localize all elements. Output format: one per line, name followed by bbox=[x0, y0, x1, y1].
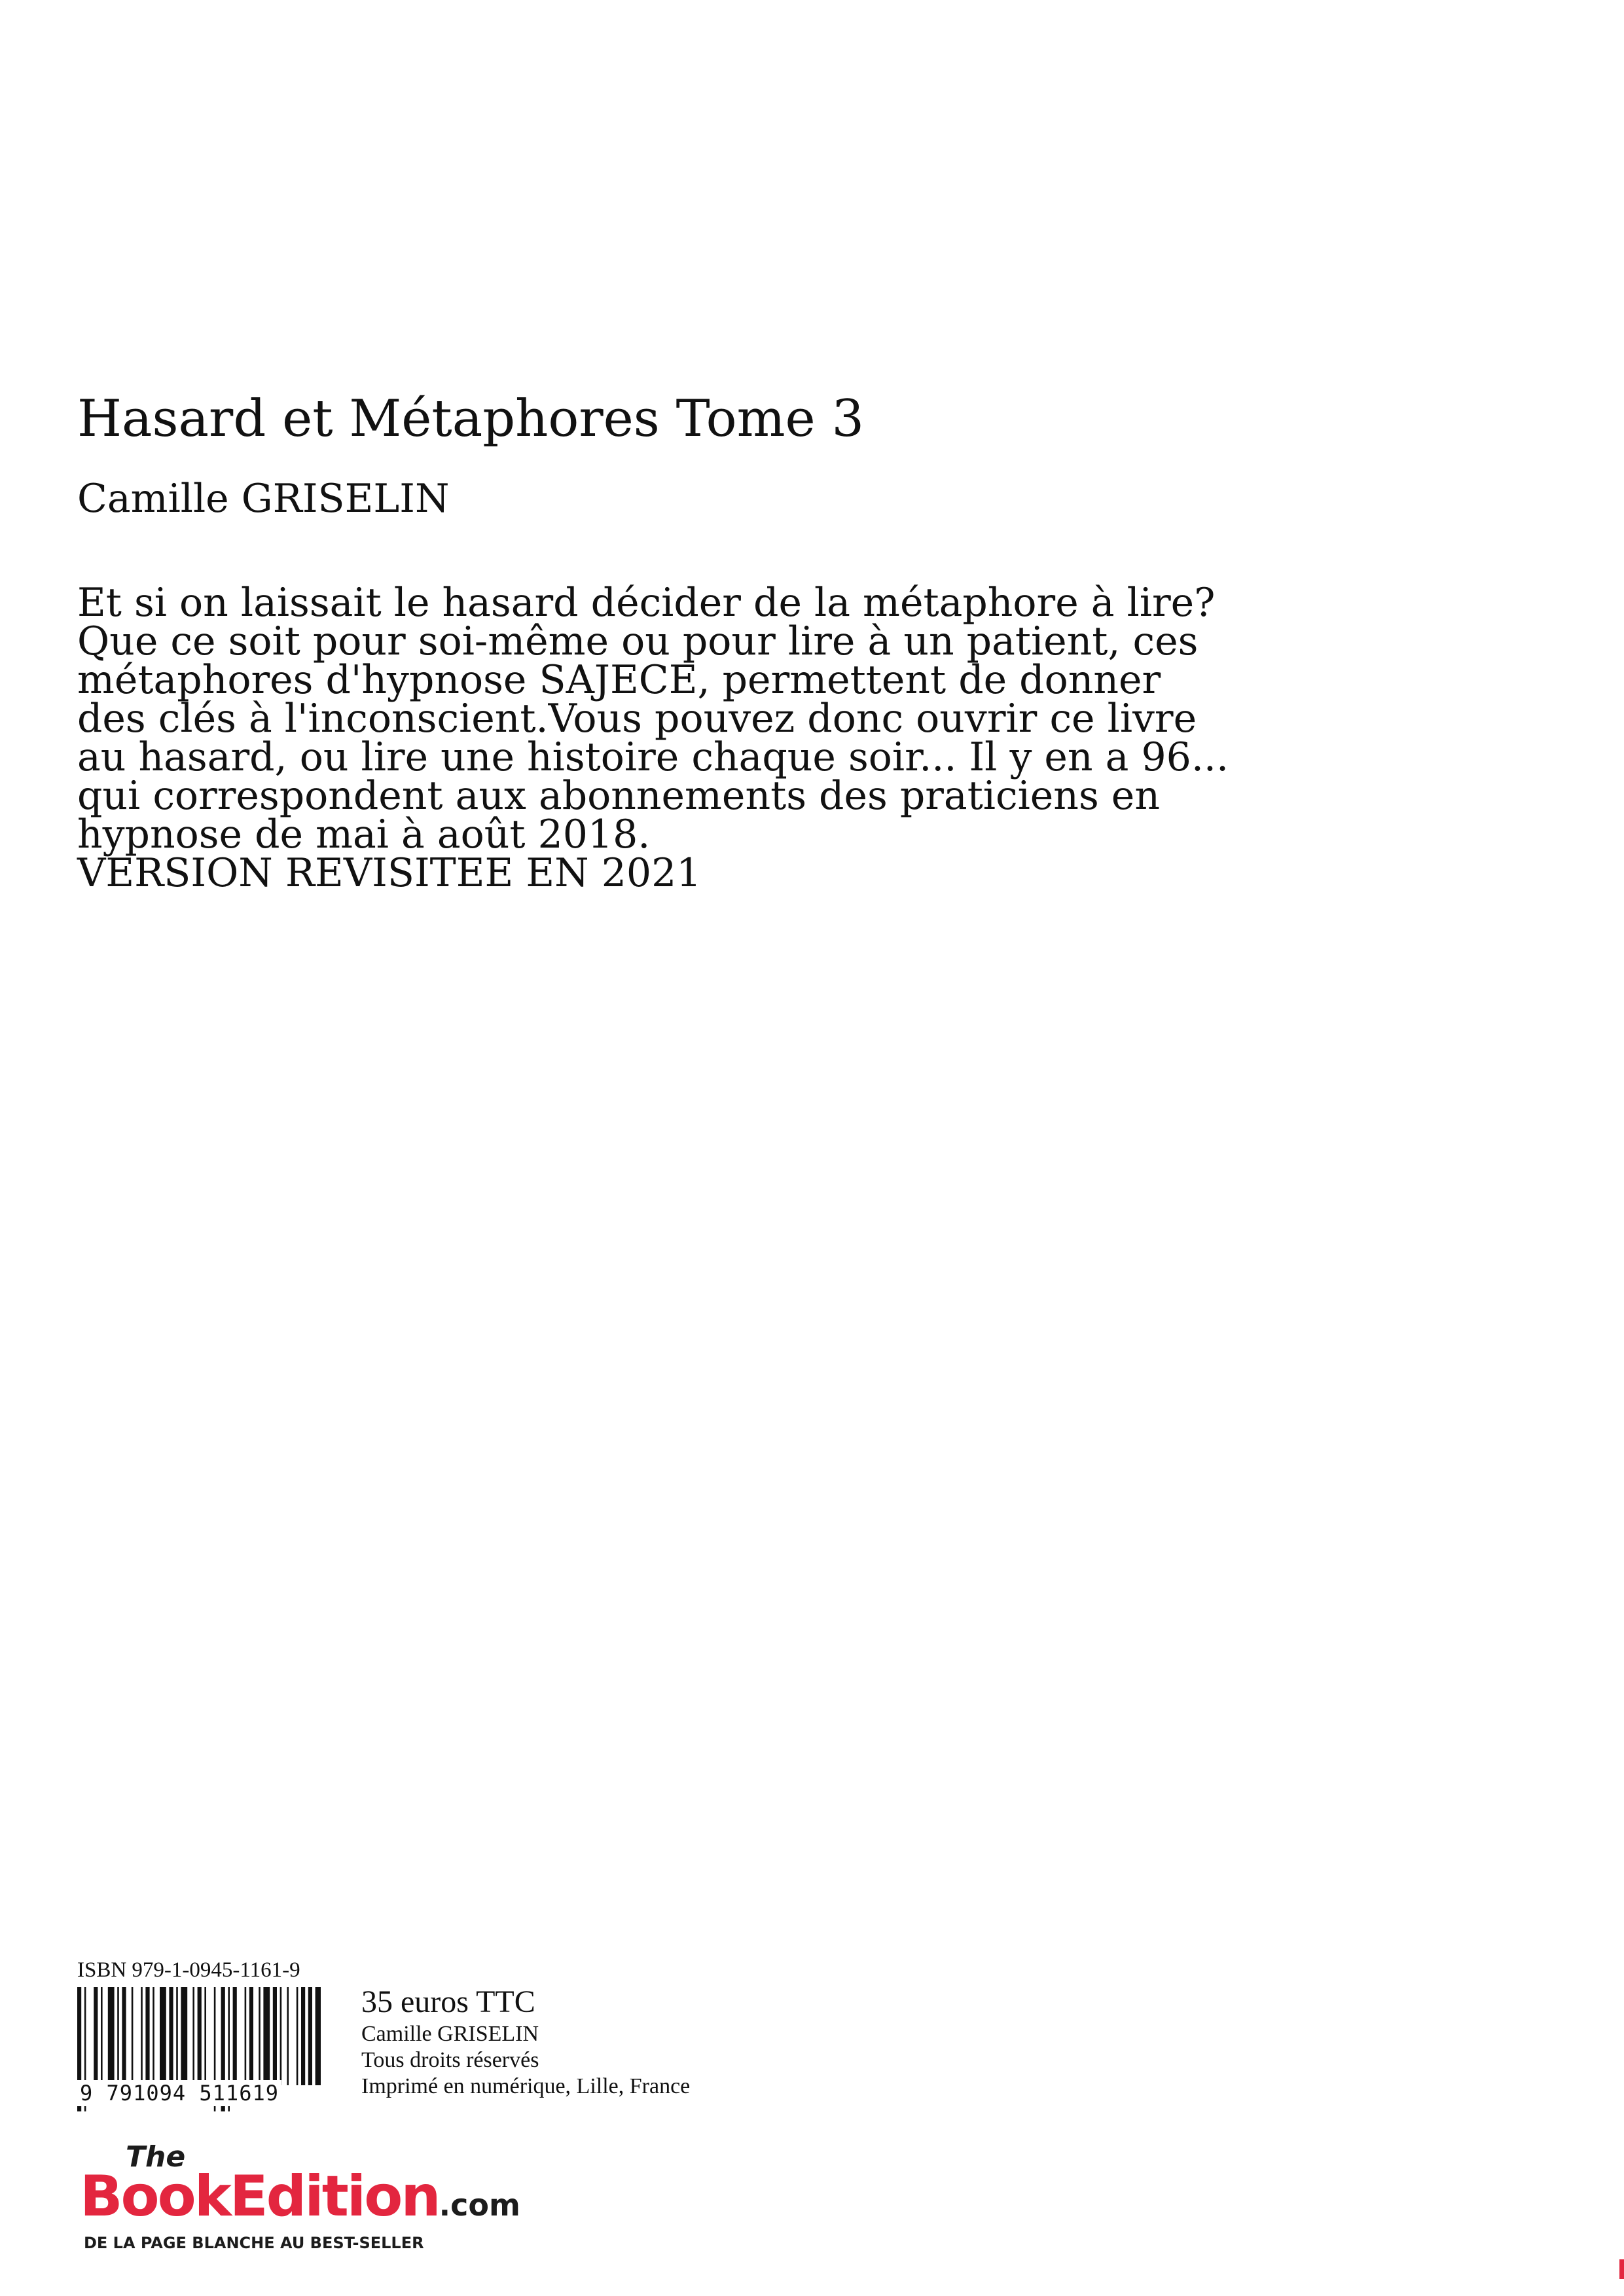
barcode-bar bbox=[204, 1987, 206, 2085]
blurb-line: métaphores d'hypnose SAJECE, permettent de donner bbox=[77, 657, 1161, 703]
barcode-bar bbox=[141, 1987, 143, 2085]
barcode-bar bbox=[263, 1987, 270, 2085]
barcode-bar bbox=[198, 1987, 202, 2085]
rights-notice: Tous droits réservés bbox=[361, 2048, 539, 2072]
barcode-bar bbox=[117, 1987, 119, 2085]
barcode-bar bbox=[280, 1987, 282, 2085]
publisher-author: Camille GRISELIN bbox=[361, 2022, 539, 2046]
barcode-bar bbox=[308, 1987, 312, 2085]
publication-info bbox=[361, 1983, 690, 2100]
book-author: Camille GRISELIN bbox=[77, 476, 450, 522]
blurb-line: Et si on laissait le hasard décider de la métaphore à lire? bbox=[77, 580, 1216, 626]
bookedition-logo bbox=[80, 2140, 520, 2272]
price: 35 euros TTC bbox=[361, 1984, 535, 2019]
logo-brand-name: BookEdition bbox=[80, 2164, 439, 2229]
barcode-bar bbox=[153, 1987, 154, 2085]
barcode-bar bbox=[287, 1987, 289, 2085]
logo-tagline: DE LA PAGE BLANCHE AU BEST-SELLER bbox=[84, 2234, 424, 2252]
blurb-line: hypnose de mai à août 2018. bbox=[77, 812, 651, 857]
barcode-bar bbox=[259, 1987, 261, 2085]
blurb bbox=[77, 580, 1321, 896]
edge-crop-mark bbox=[1619, 2259, 1624, 2279]
barcode-bar bbox=[297, 1987, 298, 2085]
barcode-bar bbox=[122, 1987, 126, 2085]
logo-the: The bbox=[126, 2140, 186, 2174]
blurb-line: au hasard, ou lire une histoire chaque soir... Il y en a 96... bbox=[77, 734, 1229, 780]
blurb-line: des clés à l'inconscient.Vous pouvez donc ouvrir ce livre bbox=[77, 696, 1197, 742]
barcode-bar bbox=[160, 1987, 166, 2085]
barcode-bar bbox=[249, 1987, 253, 2085]
barcode-bar bbox=[132, 1987, 134, 2085]
barcode-bar bbox=[233, 1987, 237, 2085]
blurb-line: qui correspondent aux abonnements des praticiens en bbox=[77, 773, 1160, 819]
logo-domain: .com bbox=[439, 2187, 520, 2223]
printing-notice: Imprimé en numérique, Lille, France bbox=[361, 2074, 691, 2098]
book-title: Hasard et Métaphores Tome 3 bbox=[77, 389, 865, 448]
barcode-bar bbox=[169, 1987, 173, 2085]
blurb-line: Que ce soit pour soi-même ou pour lire à un patient, ces bbox=[77, 619, 1199, 664]
barcode-bar bbox=[101, 1987, 103, 2085]
barcode-bar bbox=[145, 1987, 149, 2085]
barcode-bar bbox=[273, 1987, 277, 2085]
blurb-line: VERSION REVISITEE EN 2021 bbox=[77, 850, 702, 896]
barcode-bar bbox=[181, 1987, 187, 2085]
barcode-bar bbox=[108, 1987, 115, 2085]
barcode-bar bbox=[245, 1987, 247, 2085]
barcode-bar bbox=[176, 1987, 178, 2085]
logo-brand bbox=[80, 2165, 520, 2236]
barcode-bar bbox=[301, 1987, 305, 2085]
barcode-digits: 9 791094 511619 bbox=[77, 2080, 281, 2106]
isbn-label: ISBN 979-1-0945-1161-9 bbox=[77, 1958, 300, 1982]
barcode-bar bbox=[94, 1987, 98, 2085]
barcode-bar bbox=[192, 1987, 194, 2085]
barcode-bar bbox=[316, 1987, 321, 2085]
